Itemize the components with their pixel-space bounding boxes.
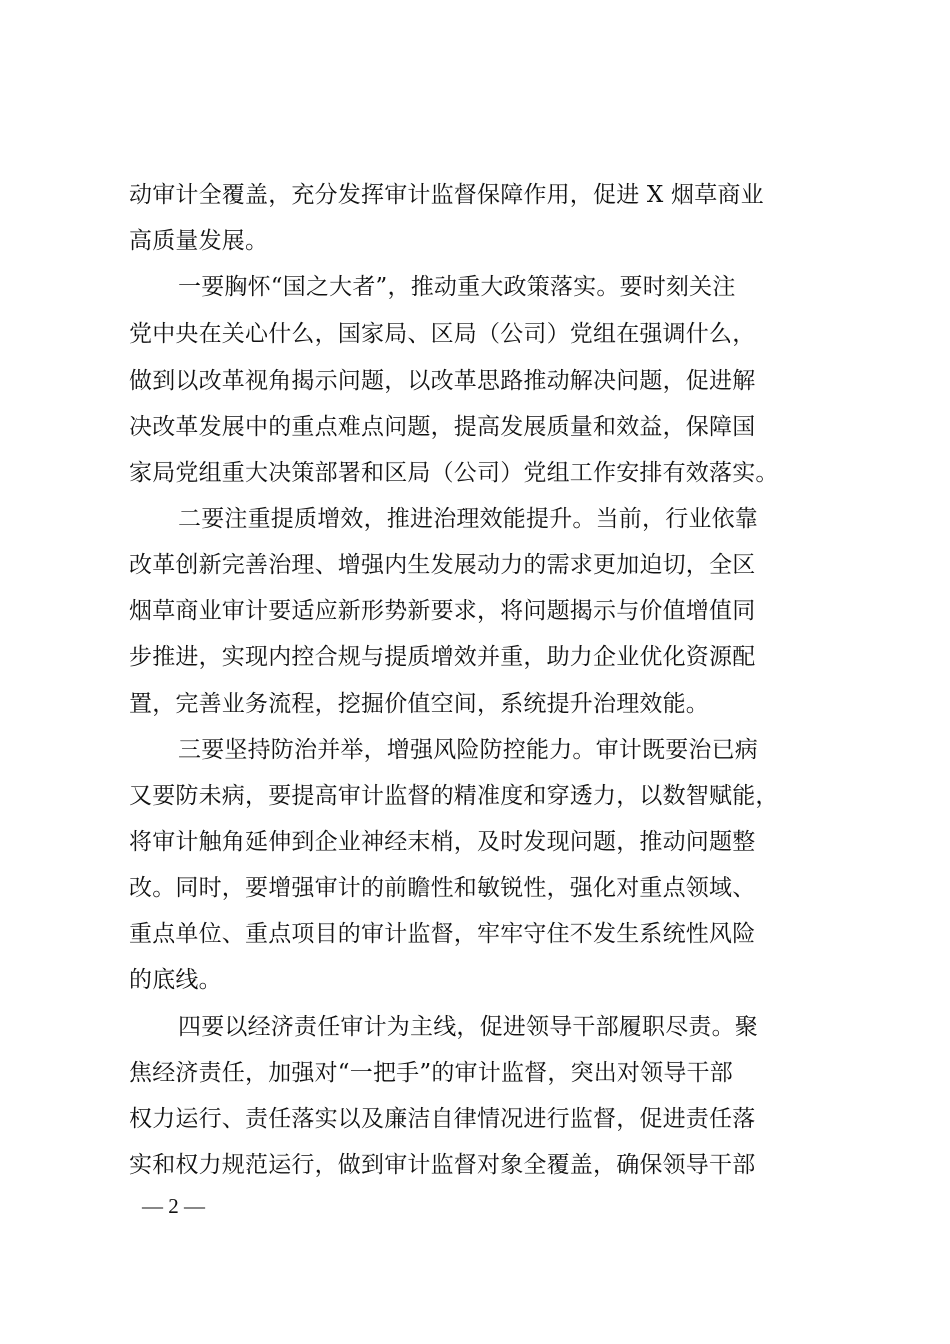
text-line: 步推进，实现内控合规与提质增效并重，助力企业优化资源配: [129, 644, 756, 670]
text-line: 焦经济责任，加强对“一把手”的审计监督，突出对领导干部: [129, 1060, 733, 1086]
paragraph-2-heading-line: 二要注重提质增效，推进治理效能提升。当前，行业依靠: [178, 506, 758, 532]
text-line: 家局党组重大决策部署和区局（公司）党组工作安排有效落实。: [129, 460, 779, 486]
text-line: 改。同时，要增强审计的前瞻性和敏锐性，强化对重点领域、: [129, 875, 756, 901]
text-line: 做到以改革视角揭示问题，以改革思路推动解决问题，促进解: [129, 368, 756, 394]
text-line: 决改革发展中的重点难点问题，提高发展质量和效益，保障国: [129, 414, 756, 440]
paragraph-4-heading-line: 四要以经济责任审计为主线，促进领导干部履职尽责。聚: [178, 1014, 758, 1040]
text-line: 置，完善业务流程，挖掘价值空间，系统提升治理效能。: [129, 691, 709, 717]
text-line: 烟草商业审计要适应新形势新要求，将问题揭示与价值增值同: [129, 598, 756, 624]
text-line: 高质量发展。: [129, 228, 269, 254]
text-line: 动审计全覆盖，充分发挥审计监督保障作用，促进 X 烟草商业: [129, 182, 764, 208]
text-line: 权力运行、责任落实以及廉洁自律情况进行监督，促进责任落: [129, 1106, 756, 1132]
text-line: 将审计触角延伸到企业神经末梢，及时发现问题，推动问题整: [129, 829, 756, 855]
paragraph-3-heading-line: 三要坚持防治并举，增强风险防控能力。审计既要治已病: [178, 737, 758, 763]
page-number: — 2 —: [142, 1194, 205, 1218]
text-line: 党中央在关心什么，国家局、区局（公司）党组在强调什么，: [129, 321, 756, 347]
text-line: 又要防未病，要提高审计监督的精准度和穿透力，以数智赋能，: [129, 783, 779, 809]
text-line: 改革创新完善治理、增强内生发展动力的需求更加迫切，全区: [129, 552, 756, 578]
text-line: 重点单位、重点项目的审计监督，牢牢守住不发生系统性风险: [129, 921, 756, 947]
paragraph-1-heading-line: 一要胸怀“国之大者”，推动重大政策落实。要时刻关注: [178, 274, 736, 300]
text-line: 实和权力规范运行，做到审计监督对象全覆盖，确保领导干部: [129, 1152, 756, 1178]
text-line: 的底线。: [129, 967, 222, 993]
